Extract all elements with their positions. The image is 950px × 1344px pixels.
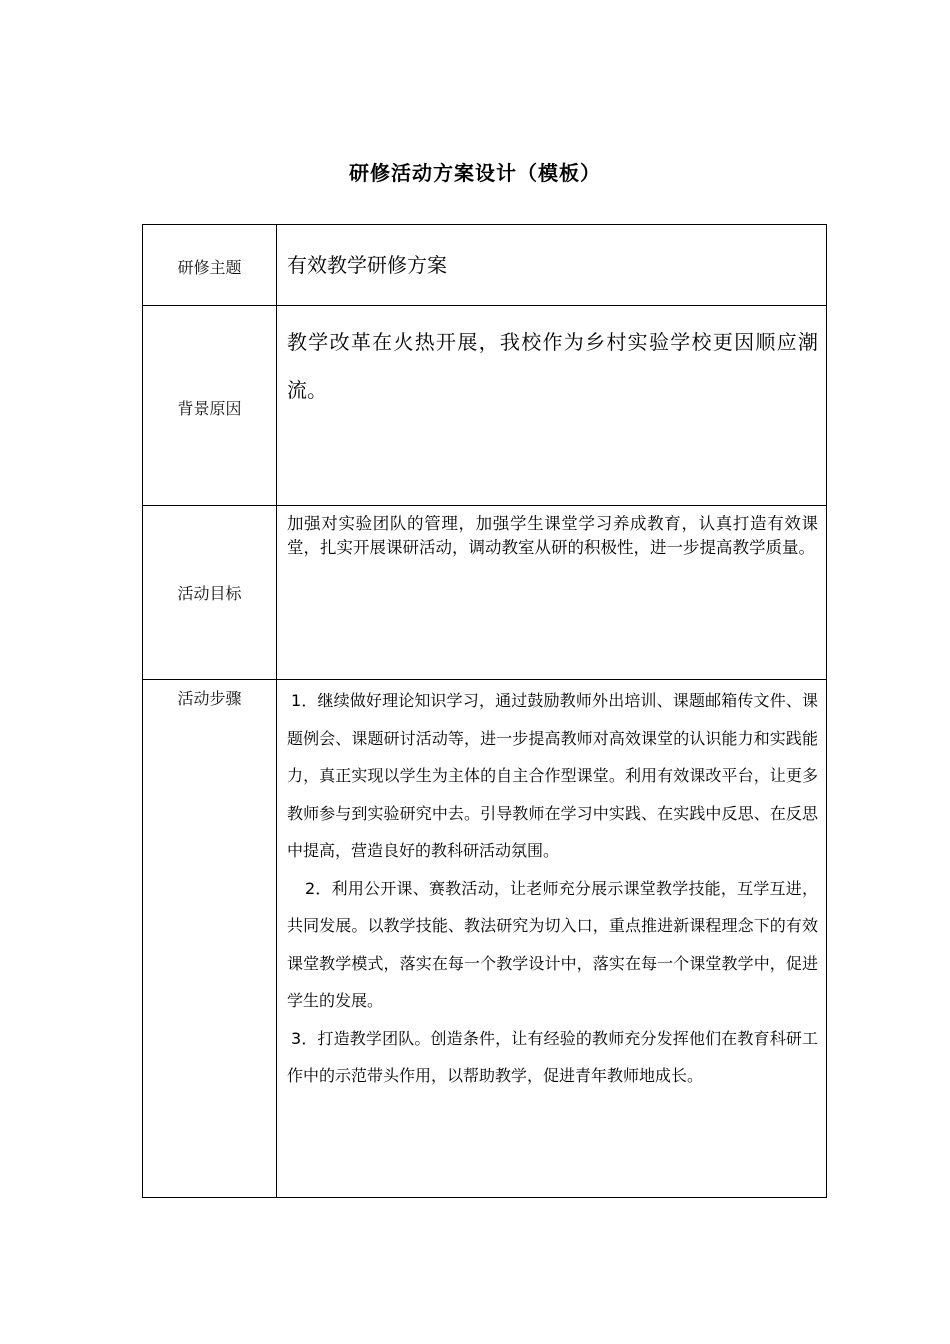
- content-cell-steps: [277, 680, 827, 1198]
- page-title: 研修活动方案设计（模板）: [349, 161, 601, 185]
- table-row-theme: [143, 225, 827, 306]
- step-item-1: 1．继续做好理论知识学习，通过鼓励教师外出培训、课题邮箱传文件、课题例会、课题研讨活动等，进一步提高教师对高效课堂的认识能力和实践能力，真正实现以学生为主体的自主合作型课堂。利用有效课改平台，让更多教师参与到实验研究中去。引导教师在学习中实践、在实践中反思、在反思中提高，营造良好的教科研活动氛围。: [287, 691, 818, 860]
- theme-label: 研修主题: [177, 258, 242, 277]
- goal-label: 活动目标: [177, 584, 242, 603]
- table-row-background: [143, 306, 827, 506]
- table-row-goal: [143, 506, 827, 680]
- steps-list: [287, 682, 818, 1095]
- table-row-steps: [143, 680, 827, 1198]
- label-cell-theme: [143, 225, 277, 306]
- activity-plan-table: [142, 224, 827, 1198]
- theme-value: 有效教学研修方案: [287, 253, 447, 277]
- step-item-3: 3．打造教学团队。创造条件，让有经验的教师充分发挥他们在教育科研工作中的示范带头作用，以帮助教学，促进青年教师地成长。: [287, 1028, 818, 1085]
- background-value: 教学改革在火热开展，我校作为乡村实验学校更因顺应潮流。: [287, 330, 818, 402]
- goal-value: 加强对实验团队的管理，加强学生课堂学习养成教育，认真打造有效课堂，扎实开展课研活动，调动教室从研的积极性，进一步提高教学质量。: [287, 514, 818, 557]
- background-label: 背景原因: [177, 399, 242, 418]
- label-cell-steps: [143, 680, 277, 1198]
- steps-label: 活动步骤: [177, 689, 242, 708]
- step-item-2: 2．利用公开课、赛教活动，让老师充分展示课堂教学技能，互学互进，共同发展。以教学技能、教法研究为切入口，重点推进新课程理念下的有效课堂教学模式，落实在每一个教学设计中，落实在每一个课堂教学中，促进学生的发展。: [287, 878, 818, 1010]
- label-cell-background: [143, 306, 277, 506]
- content-cell-goal: [277, 506, 827, 680]
- label-cell-goal: [143, 506, 277, 680]
- content-cell-theme: [277, 225, 827, 306]
- content-cell-background: [277, 306, 827, 506]
